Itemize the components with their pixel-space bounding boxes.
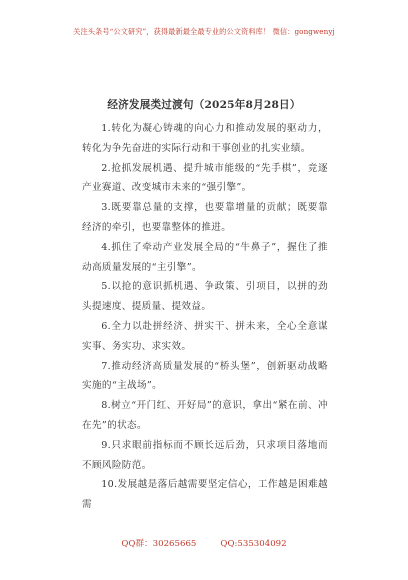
qq-number: QQ:535304092: [220, 539, 287, 549]
document-title: 经济发展类过渡句（2025年8月28日）: [107, 99, 301, 111]
document-body: [82, 119, 328, 539]
header-banner: 关注头条号“公文研究”，获得最新最全最专业的公文资料库！ 微信：gongwenyj: [73, 27, 335, 36]
paragraph-9: 9.只求眼前指标而不顾长远后劲，只求项目落地而不顾风险防范。: [82, 439, 328, 471]
paragraph-3: 3.既要靠总量的支撑，也要靠增量的贡献；既要靠经济的牵引，也要靠整体的推进。: [82, 202, 328, 233]
paragraph-5: 5.以抢的意识抓机遇、争政策、引项目，以拼的劲头提速度、提质量、提效益。: [82, 281, 328, 313]
paragraph-4: 4.抓住了牵动产业发展全局的“牛鼻子”，握住了推动高质量发展的“主引擎”。: [82, 241, 328, 273]
footer-contact: [0, 537, 408, 549]
paragraph-1: 1.转化为凝心铸魂的向心力和推动发展的驱动力，转化为争先奋进的实际行动和干事创业的扎实业绩。: [82, 123, 328, 154]
qq-group-number: QQ群：30265665: [121, 539, 197, 549]
paragraph-10: 10.发展越是落后越需要坚定信心，工作越是困难越需: [82, 479, 328, 511]
paragraph-7: 7.推动经济高质量发展的“桥头堡”，创新驱动战略实施的“主战场”。: [82, 360, 328, 392]
paragraph-8: 8.树立“开门红、开好局”的意识，拿出“紧在前、冲在先”的状态。: [82, 400, 328, 431]
paragraph-6: 6.全力以赴拼经济、拼实干、拼未来，全心全意谋实事、务实功、求实效。: [82, 320, 328, 352]
paragraph-2: 2.抢抓发展机遇、提升城市能级的“先手棋”，竞逐产业赛道、改变城市未来的“强引擎”。: [82, 162, 328, 194]
